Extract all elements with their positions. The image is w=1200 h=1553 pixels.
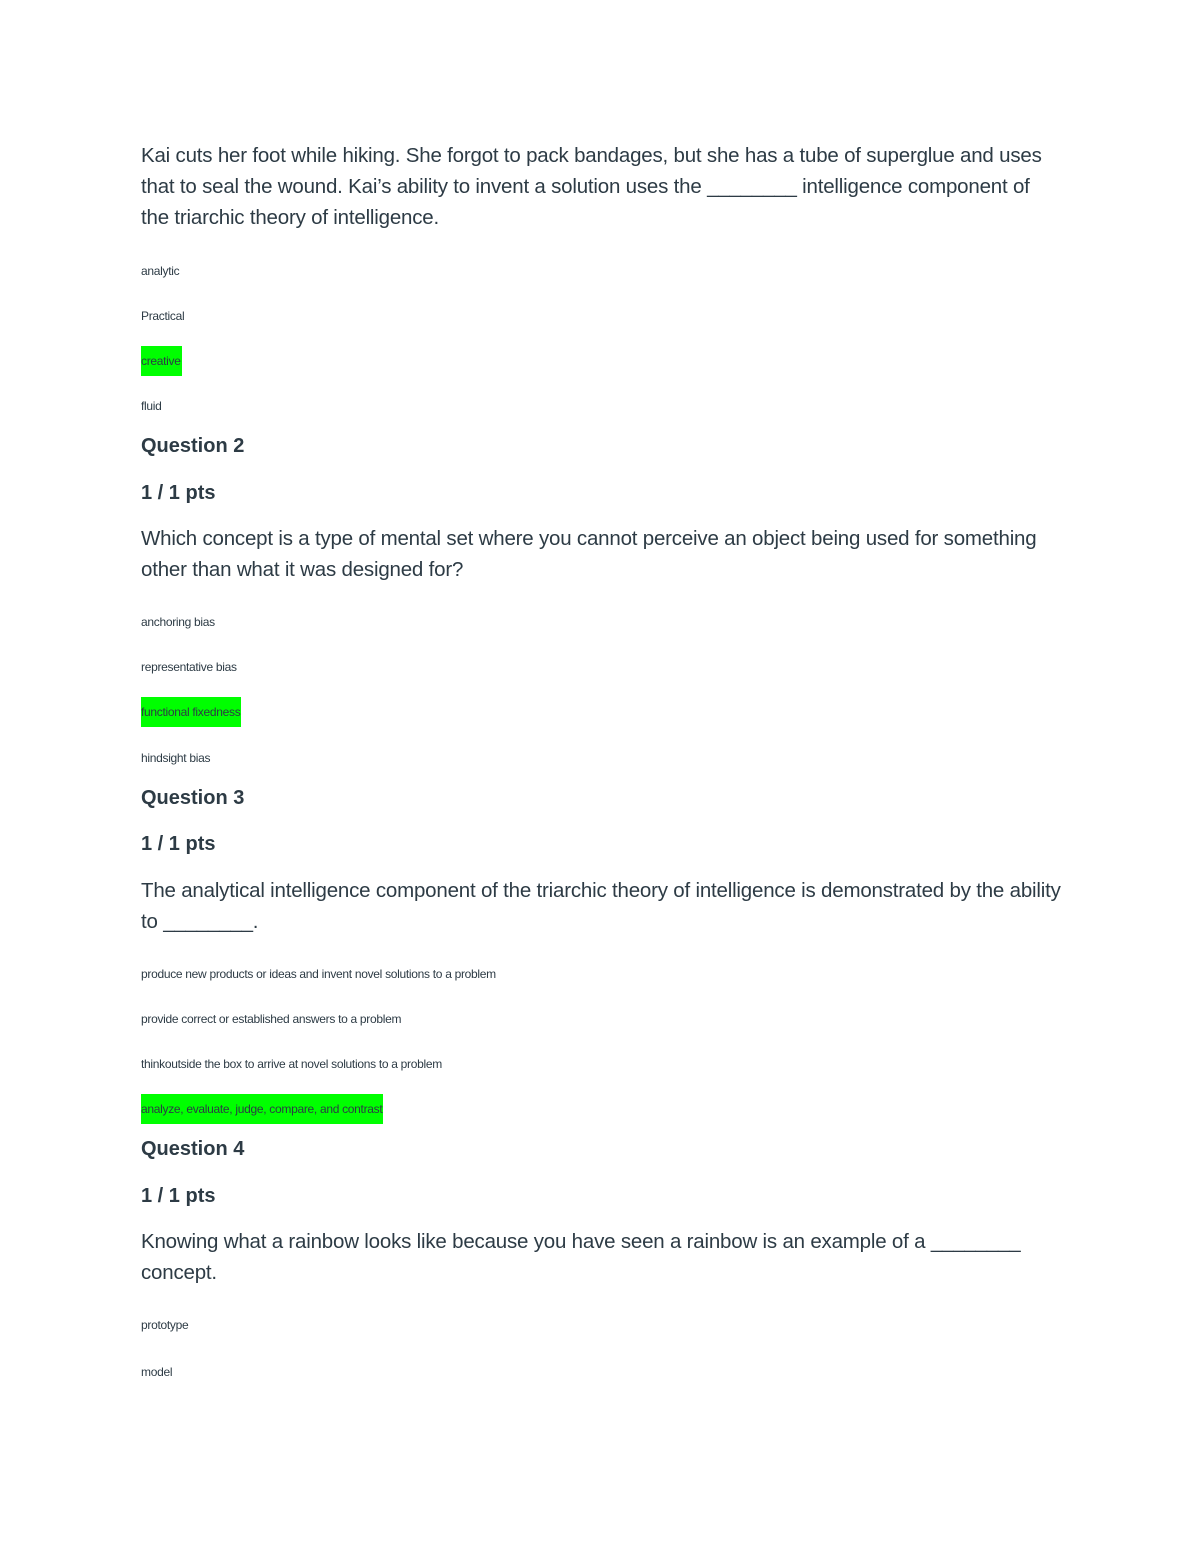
question-4-heading: Question 4 <box>141 1138 245 1160</box>
q1-option-analytic: analytic <box>141 264 180 278</box>
q3-option-1: produce new products or ideas and invent novel solutions to a problem <box>141 967 496 981</box>
q1-option-practical: Practical <box>141 309 185 323</box>
question-2-points: 1 / 1 pts <box>141 482 216 504</box>
question-2-heading: Question 2 <box>141 435 245 457</box>
q2-option-anchoring-bias: anchoring bias <box>141 615 215 629</box>
q3-option-2: provide correct or established answers to a problem <box>141 1012 402 1026</box>
q4-option-prototype: prototype <box>141 1318 189 1332</box>
question-1-stem: Kai cuts her foot while hiking. She forgot to pack bandages, but she has a tube of superglue and uses that to seal the wound. Kai’s ability to invent a solution uses the ________ intelligence component of the triarchic theory of intelligence. <box>141 144 1042 229</box>
q4-option-model: model <box>141 1365 173 1379</box>
q3-option-4-highlighted: analyze, evaluate, judge, compare, and contrast <box>141 1094 383 1124</box>
q1-option-creative-highlighted: creative <box>141 346 182 376</box>
question-2-stem: Which concept is a type of mental set where you cannot perceive an object being used for something other than what it was designed for? <box>141 527 1037 581</box>
q1-option-fluid: fluid <box>141 399 162 413</box>
q2-option-representative-bias: representative bias <box>141 660 237 674</box>
question-4-stem: Knowing what a rainbow looks like because you have seen a rainbow is an example of a ________ concept. <box>141 1230 1021 1284</box>
q3-option-3: thinkoutside the box to arrive at novel solutions to a problem <box>141 1057 442 1071</box>
question-4-points: 1 / 1 pts <box>141 1185 216 1207</box>
q2-option-hindsight-bias: hindsight bias <box>141 751 211 765</box>
question-3-heading: Question 3 <box>141 787 245 809</box>
question-3-stem: The analytical intelligence component of the triarchic theory of intelligence is demonstrated by the ability to ________. <box>141 879 1061 933</box>
question-3-points: 1 / 1 pts <box>141 833 216 855</box>
q2-option-functional-fixedness-highlighted: functional fixedness <box>141 697 241 727</box>
